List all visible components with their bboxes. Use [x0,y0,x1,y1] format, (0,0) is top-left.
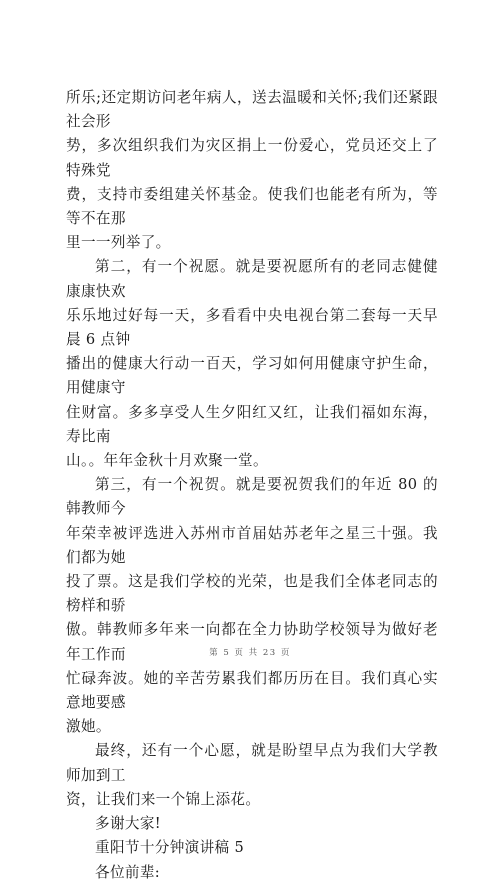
text-line: 各位前辈: [95,863,161,881]
paragraph-1 [66,86,438,255]
text-line: 山。。年年金秋十月欢聚一堂。 [66,452,268,470]
salutation [66,861,438,885]
text-line: 乐乐地过好每一天，多看看中央电视台第二套每一天早晨 6 点钟 [66,306,438,349]
paragraph-4 [66,739,438,812]
text-line: 最终，还有一个心愿，就是盼望早点为我们大学教师加到工 [66,742,438,784]
text-line: 第三，有一个祝贺。就是要祝贺我们的年近 80 的韩教师今 [66,476,438,518]
text-line: 播出的健康大行动一百天，学习如何用健康守护生命，用健康守 [66,355,438,397]
text-line: 里一一列举了。 [66,234,171,252]
text-line: 资，让我们来一个锦上添花。 [66,790,261,808]
page-number-footer: 第 5 页 共 23 页 [209,648,291,658]
text-line: 多谢大家! [95,815,161,833]
text-line: 重阳节十分钟演讲稿 5 [95,839,245,857]
text-line: 激她。 [66,718,111,736]
paragraph-5 [66,812,438,836]
text-line: 所乐;还定期访问老年病人，送去温暖和关怀;我们还紧跟社会形 [66,89,438,131]
text-line: 忙碌奔波。她的辛苦劳累我们都历历在目。我们真心实意地要感 [66,669,438,712]
text-line: 年荣幸被评选进入苏州市首届姑苏老年之星三十强。我们都为她 [66,524,438,566]
paragraph-2 [66,255,438,473]
text-line: 费，支持市委组建关怀基金。使我们也能老有所为，等等不在那 [66,185,438,228]
document-body [66,86,438,885]
text-line: 傲。韩教师多年来一向都在全力协助学校领导为做好老年工作而 [66,621,438,663]
text-line: 住财富。多多享受人生夕阳红又红，让我们福如东海，寿比南 [66,403,438,445]
text-line: 势，多次组织我们为灾区捐上一份爱心，党员还交上了特殊党 [66,137,438,179]
section-heading [66,836,438,860]
paragraph-3 [66,473,438,739]
text-line: 投了票。这是我们学校的光荣，也是我们全体老同志的榜样和骄 [66,573,438,615]
text-line: 第二，有一个祝愿。就是要祝愿所有的老同志健健康康快欢 [66,258,438,300]
